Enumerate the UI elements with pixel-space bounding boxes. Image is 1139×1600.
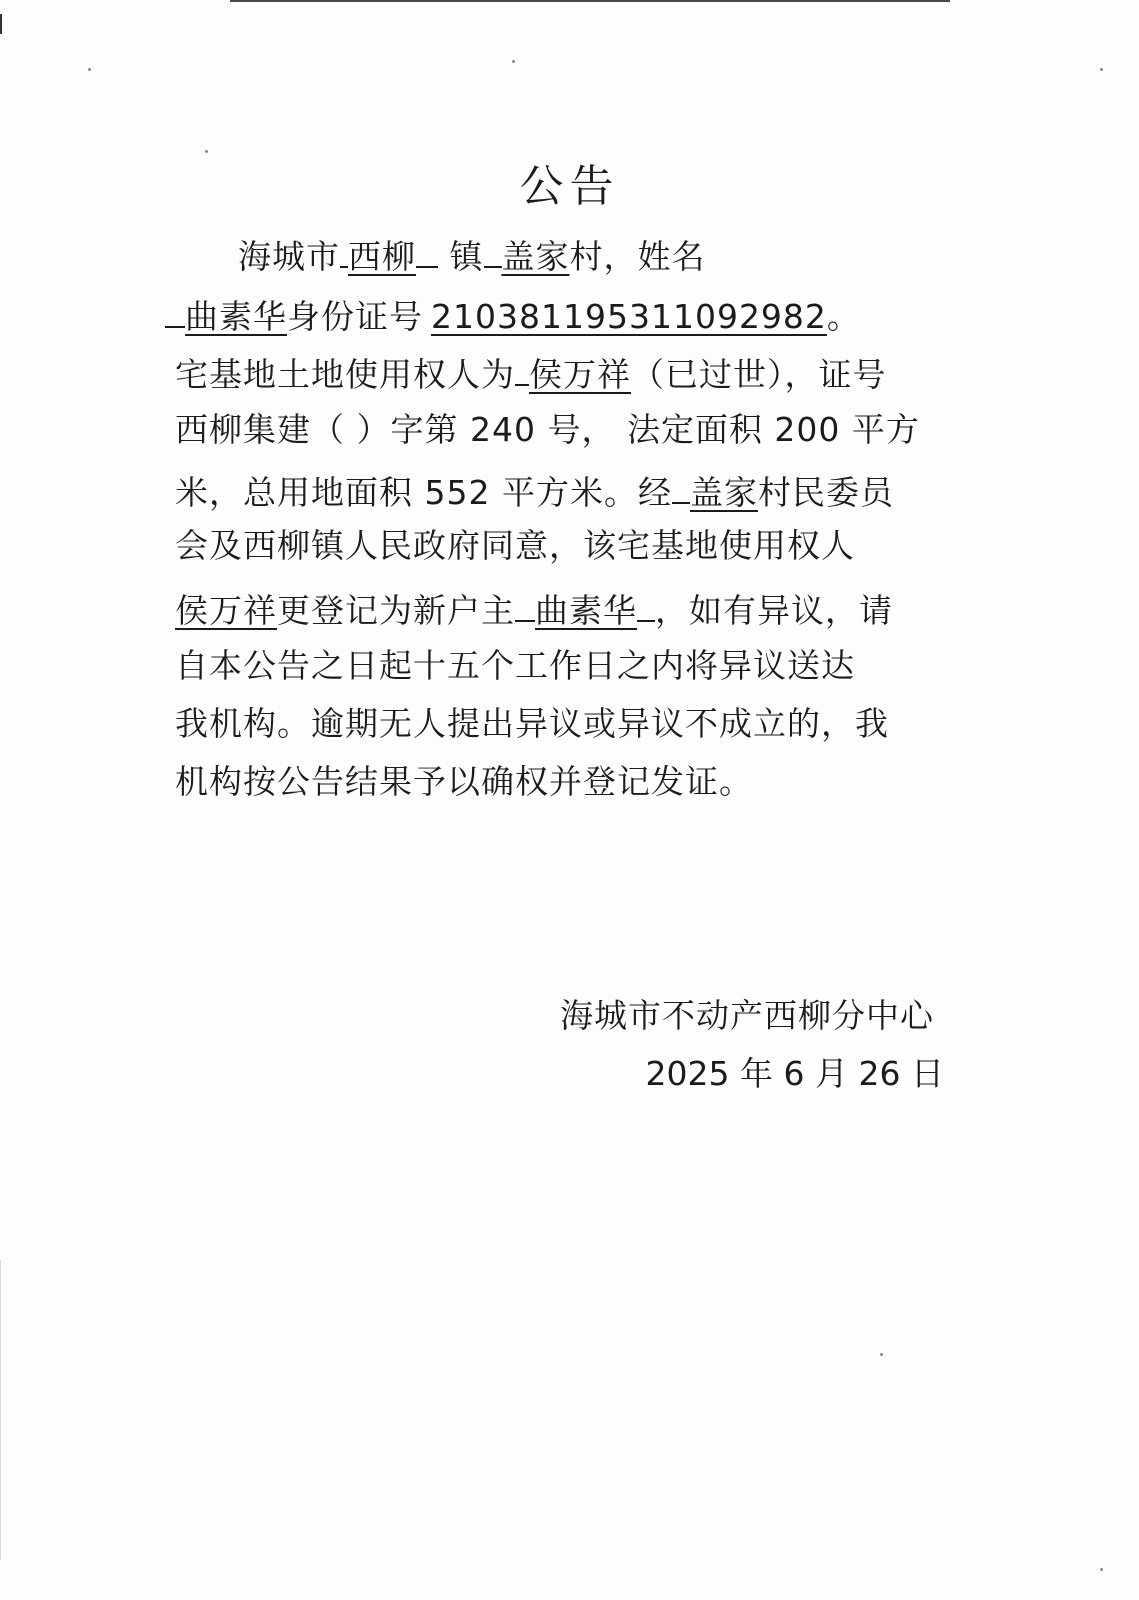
blank-underline	[165, 292, 185, 328]
notice-line-4: 西柳集建（ ）字第 240 号， 法定面积 200 平方	[175, 410, 920, 449]
notice-line-1	[238, 232, 706, 277]
issuing-authority: 海城市不动产西柳分中心	[560, 996, 934, 1035]
notice-line-3	[175, 350, 887, 395]
notice-line-10: 机构按公告结果予以确权并登记发证。	[175, 762, 753, 801]
notice-line-9: 我机构。逾期无人提出异议或异议不成立的，我	[175, 704, 889, 743]
scan-speck	[880, 1353, 883, 1356]
blank-underline	[340, 232, 348, 268]
notice-line-8: 自本公告之日起十五个工作日之内将异议送达	[175, 646, 855, 685]
blank-underline	[416, 232, 438, 268]
transfer-text: 更登记为新户主	[277, 591, 515, 630]
committee-village-field: 盖家	[689, 473, 758, 512]
date-month-unit: 月	[815, 1054, 848, 1093]
blank-underline	[515, 586, 535, 622]
id-number-field: 210381195311092982	[431, 297, 827, 336]
city-text: 海城市	[238, 237, 340, 276]
notice-date	[646, 1048, 944, 1095]
blank-underline	[637, 586, 655, 622]
notice-line-2	[165, 292, 861, 337]
date-year: 2025	[645, 1054, 730, 1093]
date-year-unit: 年	[740, 1054, 773, 1093]
scan-speck	[512, 60, 515, 63]
scan-speck	[1100, 68, 1103, 71]
date-month: 6	[783, 1054, 805, 1093]
area-text: 米，总用地面积 552 平方米。经	[175, 473, 672, 512]
notice-line-5	[175, 468, 894, 513]
holder-prefix: 宅基地土地使用权人为	[175, 355, 515, 394]
village-field: 盖家	[501, 237, 570, 276]
village-suffix: 村，姓名	[569, 237, 706, 276]
scan-edge-shadow	[0, 1260, 1, 1560]
holder-suffix: （已过世），证号	[631, 355, 887, 394]
applicant-name-field: 曲素华	[185, 297, 287, 336]
blank-underline	[484, 232, 502, 268]
new-holder-field: 曲素华	[535, 591, 637, 630]
date-day-unit: 日	[911, 1054, 944, 1093]
notice-line-7	[175, 586, 893, 631]
line-end-punct: 。	[826, 297, 861, 336]
blank-underline	[515, 350, 529, 386]
notice-title: 公告	[519, 161, 620, 212]
old-holder-field: 侯万祥	[175, 591, 277, 630]
original-holder-field: 侯万祥	[529, 355, 631, 394]
town-field: 西柳	[348, 237, 416, 276]
scan-border-line	[230, 0, 950, 2]
notice-line-6: 会及西柳镇人民政府同意，该宅基地使用权人	[175, 526, 855, 565]
id-label: 身份证号	[287, 297, 423, 336]
scan-corner-mark	[0, 14, 2, 34]
objection-text: ，如有异议，请	[655, 591, 893, 630]
blank-underline	[672, 468, 690, 504]
committee-suffix: 村民委员	[757, 473, 894, 512]
scan-speck	[88, 68, 91, 71]
date-day: 26	[858, 1054, 901, 1093]
scan-speck	[1100, 1568, 1103, 1571]
town-suffix: 镇	[449, 237, 484, 276]
